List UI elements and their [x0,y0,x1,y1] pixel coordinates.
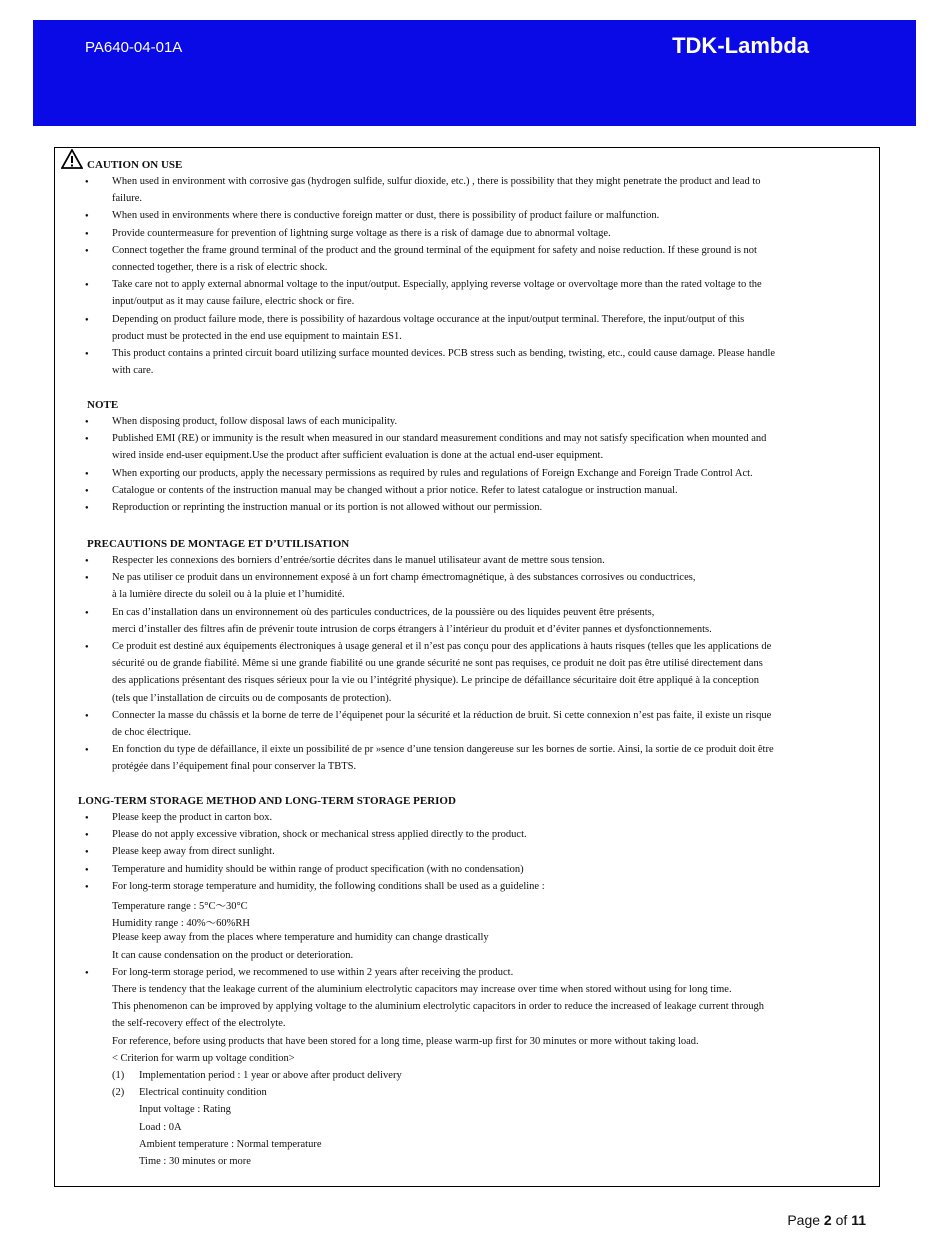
bullet-marker: ● [85,747,89,754]
storage-item-line: For long-term storage temperature and humidity, the following conditions shall be used as a guideline : [112,880,545,892]
bullet-marker: ● [85,712,89,719]
bullet-marker: ● [85,436,89,443]
precautions-item-line: Ce produit est destiné aux équipements électroniques à usage general et il n’est pas conçu pour des applications à hauts risques (telles que les applications de [112,641,772,652]
precautions-item-line: de choc électrique. [112,727,191,738]
precautions-item-line: à la lumière directe du soleil ou à la pluie et l’humidité. [112,589,345,601]
caution-item-line: Depending on product failure mode, there is possibility of hazardous voltage occurance at the input/output terminal. Therefore, the input/output of this [112,313,745,325]
storage-item-line: Please keep the product in carton box. [112,812,273,823]
bullet-marker: ● [85,213,89,220]
caution-item-line: This product contains a printed circuit board utilizing surface mounted devices. PCB stress such as bending, twisting, etc., could cause damage. Please handle [112,348,776,359]
bullet-marker: ● [85,470,89,477]
current-page: 2 [823,1212,832,1228]
note-item-line: Catalogue or contents of the instruction manual may be changed without a prior notice. Refer to latest catalogue or instruction manual. [112,484,678,496]
caution-item-line: Take care not to apply external abnormal voltage to the input/output. Especially, applying reverse voltage or overvoltage more than the rated voltage to the [112,279,762,291]
caution-item-line: When used in environments where there is conductive foreign matter or dust, there is possibility of product failure or malfunction. [112,210,660,222]
precautions-item-line: (tels que l’installation de circuits ou de composants de protection). [112,692,392,704]
total-pages: 11 [851,1212,866,1228]
precautions-item-line: protégée dans l’équipement final pour conserver la TBTS. [112,761,357,773]
storage-item-line: For long-term storage period, we recommened to use within 2 years after receiving the product. [112,966,514,978]
content-box [54,147,880,1187]
bullet-marker: ● [85,247,89,254]
note-item-line: When exporting our products, apply the necessary permissions as required by rules and regulations of Foreign Exchange and Foreign Trade Control Act. [112,467,753,479]
bullet-marker: ● [85,969,89,976]
note-item-line: Published EMI (RE) or immunity is the result when measured in our standard measurement conditions and may not satisfy specification when mounted and [112,433,767,445]
bullet-marker: ● [85,316,89,323]
warning-triangle-icon [61,149,83,169]
caution-item-line: with care. [112,365,154,377]
caution-item-line: product must be protected in the end use equipment to maintain ES1. [112,330,402,342]
note-title: NOTE [87,399,119,411]
storage-item-line: Please do not apply excessive vibration, shock or mechanical stress applied directly to the product. [112,829,527,841]
condition-line: Input voltage : Rating [139,1104,231,1116]
note-item-line: wired inside end-user equipment.Use the product after sufficient evaluation is done at the actual end-user equipment. [112,450,604,462]
numbered-index: (2) [112,1087,125,1099]
bullet-marker: ● [85,558,89,564]
precautions-item-line: Respecter les connexions des borniers d’entrée/sortie décrites dans le manuel utilisateur avant de mettre sous tension. [112,555,605,566]
caution-item-line: connected together, there is a risk of electric shock. [112,262,328,273]
precautions-item-line: merci d’installer des filtres afin de prévenir toute intrusion de corps étrangers à l’intérieur du produit et d’éviter pannes et dysfonctionnements. [112,623,712,635]
note-item-line: Reproduction or reprinting the instruction manual or its portion is not allowed without our permission. [112,502,543,513]
caution-title: CAUTION ON USE [87,159,183,171]
condition-line: Load : 0A [139,1121,182,1133]
bullet-marker: ● [85,230,89,237]
storage-item-line: Temperature and humidity should be within range of product specification (with no condensation) [112,863,524,875]
bullet-marker: ● [85,609,89,616]
caution-item-line: input/output as it may cause failure, electric shock or fire. [112,296,355,308]
precautions-item-line: sécurité ou de grande fiabilité. Même si une grande fiabilité ou une grande sécurité ne sont pas requises, ce produit ne doit pas être utilisé directement dans [112,658,763,670]
bullet-marker: ● [85,505,89,511]
bullet-marker: ● [85,644,89,650]
bullet-marker: ● [85,866,89,873]
storage-item-line: Please keep away from direct sunlight. [112,846,275,858]
document-id: PA640-04-01A [85,39,183,56]
precautions-item-line: des applications présentant des risques sérieux pour la vie ou l’intégrité physique). Le principe de défaillance sécuritaire doit être appliqué à la conception [112,675,759,687]
precautions-item-line: Ne pas utiliser ce produit dans un environnement exposé à un fort champ émectromagnétique, à des substances corrosives ou conductrices, [112,572,696,584]
condition-line: Ambient temperature : Normal temperature [139,1138,322,1150]
storage-item-line: This phenomenon can be improved by applying voltage to the aluminium electrolytic capacitors in order to reduce the increased of leakage current through [112,1001,764,1013]
bullet-marker: ● [85,419,89,425]
bullet-marker: ● [85,815,89,821]
bullet-marker: ● [85,487,89,494]
condition-line: Time : 30 minutes or more [139,1156,251,1167]
storage-item-line: Please keep away from the places where temperature and humidity can change drastically [112,932,489,944]
caution-item-line: Provide countermeasure for prevention of lightning surge voltage as there is a risk of damage due to abnormal voltage. [112,227,611,239]
caution-item-line: When used in environment with corrosive gas (hydrogen sulfide, sulfur dioxide, etc.) , there is possibility that they might penetrate the product and lead to [112,176,761,187]
storage-item-line: < Criterion for warm up voltage condition> [112,1052,295,1064]
bullet-marker: ● [85,575,89,582]
numbered-index: (1) [112,1070,125,1081]
bullet-marker: ● [85,179,89,185]
storage-title: LONG-TERM STORAGE METHOD AND LONG-TERM STORAGE PERIOD [78,795,456,807]
page-prefix: Page [787,1212,824,1228]
precautions-item-line: En fonction du type de défaillance, il eixte un possibilité de pr »sence d’une tension dangereuse sur les bornes de sortie. Ainsi, la sortie de ce produit doit être [112,744,774,756]
storage-item-line: the self-recovery effect of the electrolyte. [112,1018,286,1030]
numbered-text: Implementation period : 1 year or above after product delivery [139,1070,402,1081]
numbered-text: Electrical continuity condition [139,1087,267,1099]
page-separator: of [831,1212,852,1228]
brand-logo-text: TDK-Lambda [672,33,809,58]
storage-item-line: There is tendency that the leakage current of the aluminium electrolytic capacitors may increase over time when stored without using for long time. [112,984,732,995]
bullet-marker: ● [85,351,89,357]
bullet-marker: ● [85,883,89,890]
storage-item-line: Temperature range : 5°C～30°C [112,901,248,912]
bullet-marker: ● [85,832,89,839]
caution-item-line: failure. [112,193,143,205]
header-bar [33,20,916,126]
precautions-title: PRECAUTIONS DE MONTAGE ET D’UTILISATION [87,538,350,550]
storage-item-line: It can cause condensation on the product or deterioration. [112,949,354,961]
caution-item-line: Connect together the frame ground terminal of the product and the ground terminal of the equipment for safety and noise reduction. If these ground is not [112,244,757,256]
bullet-marker: ● [85,849,89,856]
precautions-item-line: En cas d’installation dans un environnement où des particules conductrices, de la poussière ou des liquides peuvent être présents, [112,606,655,618]
storage-item-line: Humidity range : 40%～60%RH [112,918,250,930]
precautions-item-line: Connecter la masse du châssis et la borne de terre de l’équipenet pour la sécurité et la réduction de bruit. Si cette connexion n’est pas faite, il existe un risque [112,709,772,721]
storage-item-line: For reference, before using products that have been stored for a long time, please warm-up first for 30 minutes or more without taking load. [112,1035,699,1047]
bullet-marker: ● [85,282,89,289]
note-item-line: When disposing product, follow disposal laws of each municipality. [112,416,398,427]
page-number [787,1212,866,1228]
